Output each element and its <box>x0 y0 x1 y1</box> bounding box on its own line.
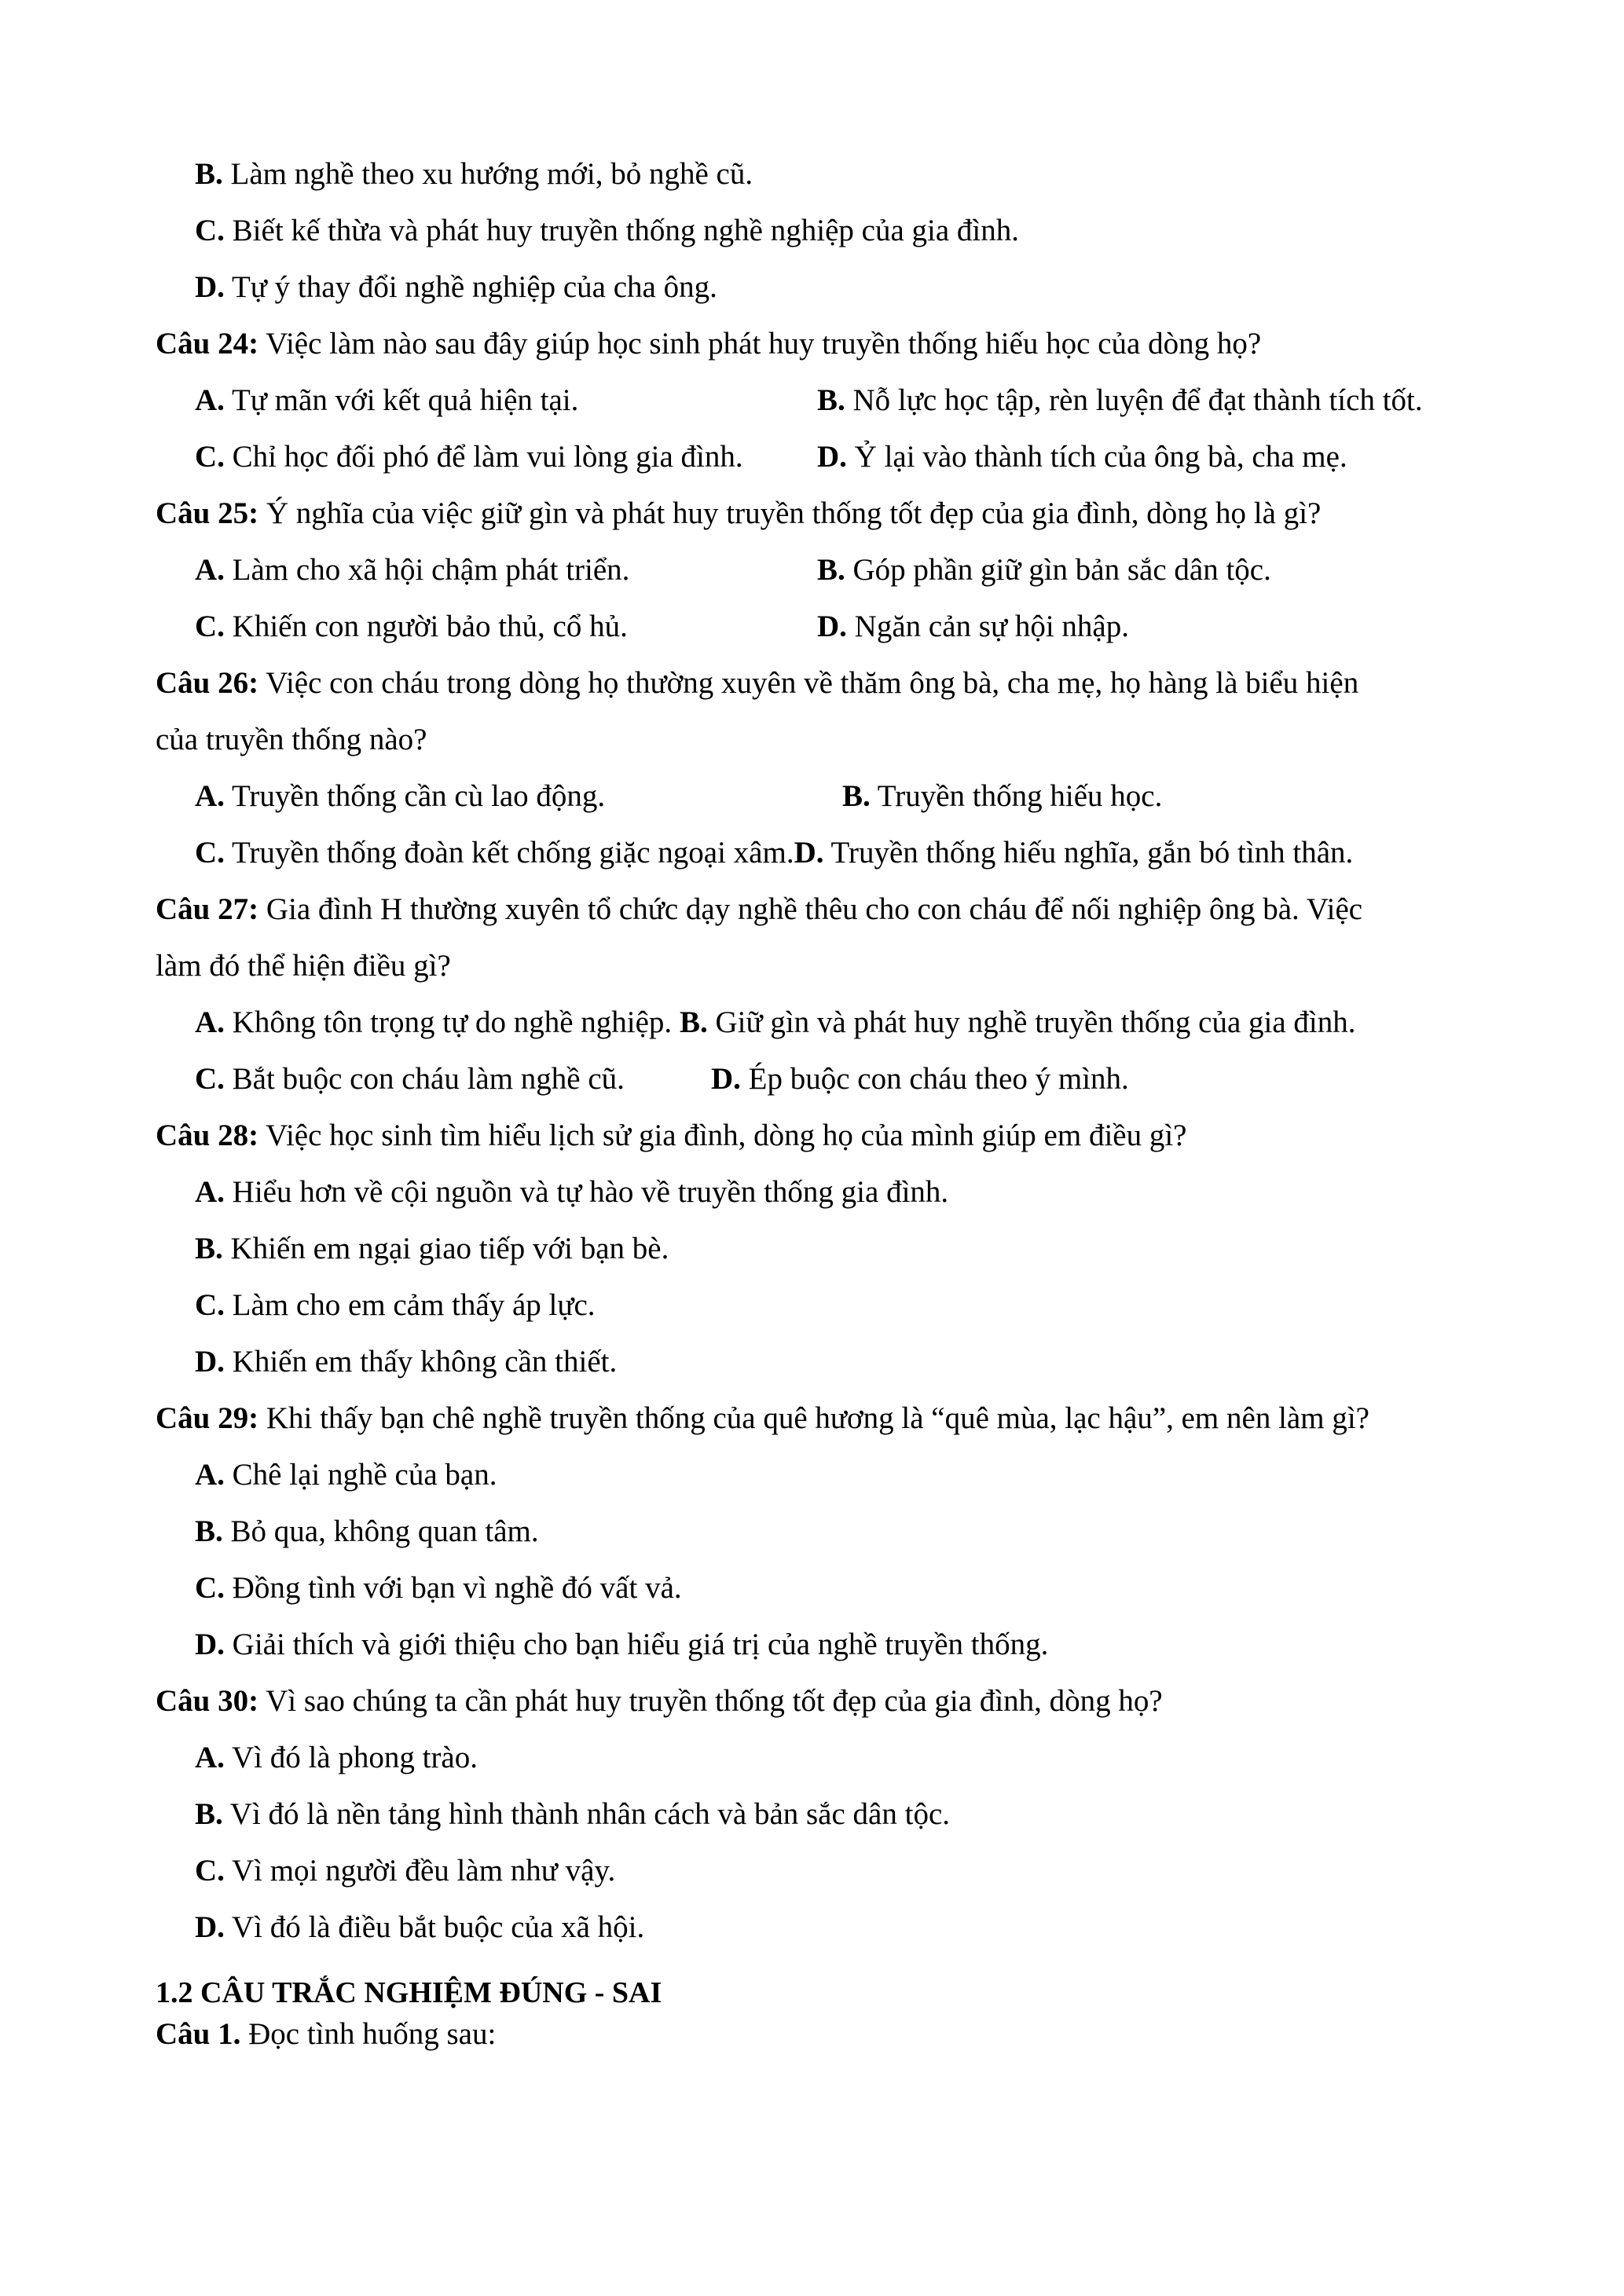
question-text: Việc học sinh tìm hiểu lịch sử gia đình, dòng họ của mình giúp em điều gì? <box>258 1119 1187 1152</box>
option-text: Khiến em thấy không cần thiết. <box>224 1345 618 1379</box>
question-27-continued: làm đó thể hiện điều gì? <box>156 949 451 983</box>
question-text: Vì sao chúng ta cần phát huy truyền thống tốt đẹp của gia đình, dòng họ? <box>258 1684 1163 1718</box>
option-label: B. <box>195 1514 223 1548</box>
option-label: D. <box>195 1345 225 1379</box>
q26-option-b <box>842 778 1162 815</box>
option-text: Góp phần giữ gìn bản sắc dân tộc. <box>845 553 1271 587</box>
question-27 <box>156 891 1362 928</box>
question-label: Câu 24: <box>156 327 259 361</box>
q25-option-b <box>817 551 1271 589</box>
option-label: B. <box>842 779 871 813</box>
q27-option-a-b <box>195 1004 1356 1042</box>
question-25 <box>156 495 1321 533</box>
q24-option-d <box>817 438 1347 476</box>
option-text: Khiến con người bảo thủ, cổ hủ. <box>224 610 628 643</box>
option-text: Ép buộc con cháu theo ý mình. <box>740 1062 1129 1096</box>
question-label: Câu 1. <box>156 2017 241 2051</box>
option-label: B. <box>195 157 223 191</box>
option-label: C. <box>195 214 225 247</box>
option-label: C. <box>195 440 225 474</box>
section-heading: 1.2 CÂU TRẮC NGHIỆM ĐÚNG - SAI <box>156 1976 662 2009</box>
option-label: D. <box>195 270 225 304</box>
q24-option-c <box>195 438 743 476</box>
question-26 <box>156 665 1358 702</box>
option-text: Truyền thống cần cù lao động. <box>224 779 606 813</box>
section-question-1 <box>156 2016 496 2053</box>
q28-option-a <box>195 1174 948 1211</box>
option-text: Khiến em ngại giao tiếp với bạn bè. <box>222 1232 669 1265</box>
q30-option-a <box>195 1739 478 1777</box>
question-label: Câu 25: <box>156 496 259 530</box>
option-text: Vì đó là phong trào. <box>224 1741 478 1774</box>
option-d <box>195 269 717 306</box>
question-label: Câu 26: <box>156 666 259 700</box>
q24-option-b <box>817 382 1423 419</box>
question-label: Câu 27: <box>156 892 259 926</box>
option-label: C. <box>195 1288 225 1322</box>
option-label: B. <box>679 1005 708 1039</box>
question-text: Việc con cháu trong dòng họ thường xuyên về thăm ông bà, cha mẹ, họ hàng là biểu hiện <box>258 666 1359 700</box>
option-text: Làm cho em cảm thấy áp lực. <box>224 1288 596 1322</box>
question-label: Câu 28: <box>156 1119 259 1152</box>
option-label: C. <box>195 836 225 870</box>
question-label: Câu 29: <box>156 1401 259 1435</box>
option-text: Vì mọi người đều làm như vậy. <box>224 1854 616 1888</box>
option-label: D. <box>817 440 847 474</box>
question-text: Ý nghĩa của việc giữ gìn và phát huy truyền thống tốt đẹp của gia đình, dòng họ là gì? <box>258 496 1322 530</box>
option-text: Truyền thống hiếu học. <box>870 779 1163 813</box>
option-text: Không tôn trọng tự do nghề nghiệp. <box>224 1005 673 1039</box>
q30-option-c <box>195 1852 615 1890</box>
q30-option-d <box>195 1909 644 1946</box>
q25-option-c <box>195 608 628 646</box>
option-label: B. <box>817 553 845 587</box>
option-text: Giữ gìn và phát huy nghề truyền thống của gia đình. <box>707 1005 1356 1039</box>
q26-option-c-d <box>195 834 1353 872</box>
option-text: Ỷ lại vào thành tích của ông bà, cha mẹ. <box>846 440 1347 474</box>
q28-option-b <box>195 1230 669 1268</box>
question-text: Khi thấy bạn chê nghề truyền thống của quê hương là “quê mùa, lạc hậu”, em nên làm gì? <box>258 1401 1369 1435</box>
option-text: Làm cho xã hội chậm phát triển. <box>224 553 630 587</box>
option-label: A. <box>195 553 225 587</box>
option-label: C. <box>195 610 225 643</box>
option-label: B. <box>817 383 845 417</box>
q29-option-d <box>195 1626 1048 1664</box>
q29-option-b <box>195 1513 539 1551</box>
q24-option-a <box>195 382 578 419</box>
option-text: Tự ý thay đổi nghề nghiệp của cha ông. <box>224 270 717 304</box>
q28-option-d <box>195 1343 617 1381</box>
option-label: A. <box>195 1005 225 1039</box>
q28-option-c <box>195 1287 596 1324</box>
question-text: Đọc tình huống sau: <box>240 2017 497 2051</box>
option-text: Truyền thống hiếu nghĩa, gắn bó tình thân. <box>823 836 1354 870</box>
question-text: Gia đình H thường xuyên tổ chức dạy nghề thêu cho con cháu để nối nghiệp ông bà. Việc <box>258 892 1363 926</box>
q25-option-d <box>817 608 1129 646</box>
option-label: B. <box>195 1232 223 1265</box>
question-30 <box>156 1683 1163 1720</box>
option-label: A. <box>195 383 225 417</box>
question-24 <box>156 325 1261 363</box>
option-text: Vì đó là nền tảng hình thành nhân cách và bản sắc dân tộc. <box>222 1797 951 1831</box>
q30-option-b <box>195 1796 950 1833</box>
option-label: C. <box>195 1571 225 1605</box>
question-29 <box>156 1400 1369 1437</box>
option-text: Ngăn cản sự hội nhập. <box>846 610 1129 643</box>
q27-option-d <box>711 1060 1129 1098</box>
option-text: Đồng tình với bạn vì nghề đó vất vả. <box>224 1571 682 1605</box>
option-label: C. <box>195 1062 225 1096</box>
option-text: Làm nghề theo xu hướng mới, bỏ nghề cũ. <box>222 157 753 191</box>
option-text: Chê lại nghề của bạn. <box>224 1458 497 1492</box>
option-label: B. <box>195 1797 223 1831</box>
option-label: A. <box>195 1458 225 1492</box>
option-text: Hiểu hơn về cội nguồn và tự hào về truyền thống gia đình. <box>224 1175 949 1209</box>
option-label: D. <box>711 1062 741 1096</box>
q26-option-a <box>195 778 605 815</box>
option-label: A. <box>195 1741 225 1774</box>
option-text: Vì đó là điều bắt buộc của xã hội. <box>224 1910 645 1944</box>
question-text: Việc làm nào sau đây giúp học sinh phát huy truyền thống hiếu học của dòng họ? <box>258 327 1262 361</box>
option-text: Giải thích và giới thiệu cho bạn hiểu giá trị của nghề truyền thống. <box>224 1628 1049 1661</box>
q29-option-a <box>195 1456 497 1494</box>
option-label: A. <box>195 779 225 813</box>
option-label: A. <box>195 1175 225 1209</box>
question-26-continued: của truyền thống nào? <box>156 723 427 756</box>
option-text: Bỏ qua, không quan tâm. <box>222 1514 539 1548</box>
option-text: Tự mãn với kết quả hiện tại. <box>224 383 579 417</box>
option-text: Nỗ lực học tập, rèn luyện để đạt thành tích tốt. <box>845 383 1423 417</box>
option-label: D. <box>195 1910 225 1944</box>
option-label: D. <box>195 1628 225 1661</box>
option-label: C. <box>195 1854 225 1888</box>
q27-option-c <box>195 1060 625 1098</box>
option-label: D. <box>794 836 824 870</box>
q29-option-c <box>195 1569 682 1607</box>
option-text: Bắt buộc con cháu làm nghề cũ. <box>224 1062 625 1096</box>
option-text: Chỉ học đối phó để làm vui lòng gia đình. <box>224 440 743 474</box>
question-label: Câu 30: <box>156 1684 259 1718</box>
option-text: Truyền thống đoàn kết chống giặc ngoại xâm. <box>224 836 794 870</box>
option-text: Biết kế thừa và phát huy truyền thống nghề nghiệp của gia đình. <box>224 214 1019 247</box>
option-label: D. <box>817 610 847 643</box>
option-c <box>195 212 1019 250</box>
option-b <box>195 156 753 193</box>
q25-option-a <box>195 551 629 589</box>
question-28 <box>156 1117 1186 1155</box>
